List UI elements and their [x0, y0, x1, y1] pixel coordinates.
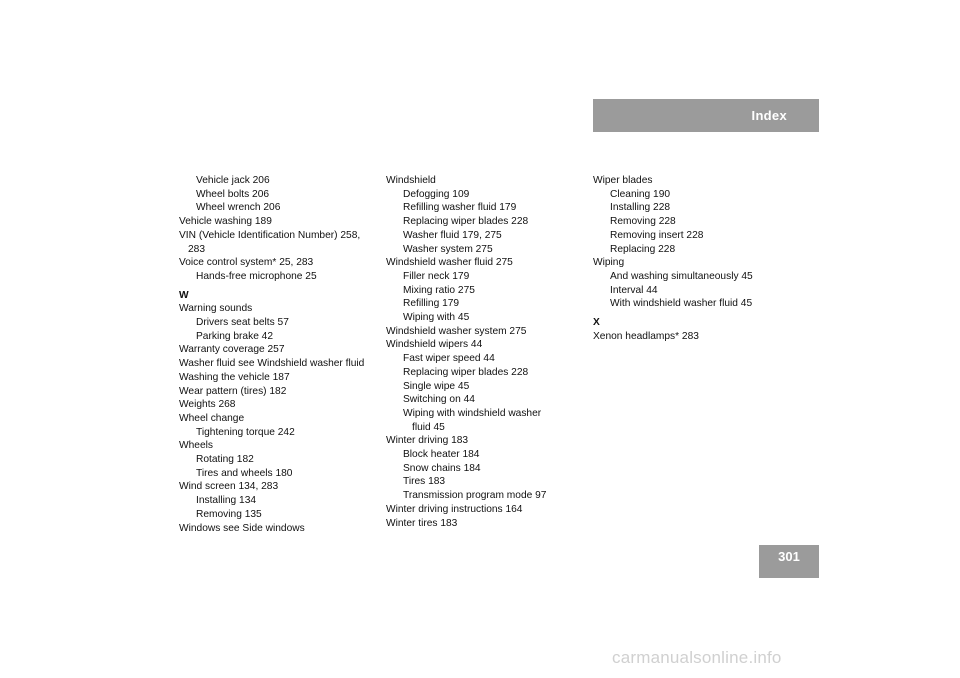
index-subentry: Parking brake 42 — [196, 330, 274, 342]
index-subentry: Interval 44 — [610, 284, 658, 296]
index-subentry: Wiping with 45 — [403, 312, 470, 324]
page-number: 301 — [778, 549, 800, 564]
index-subentry: Hands-free microphone 25 — [196, 270, 317, 282]
index-entry: Windows see Side windows — [179, 522, 305, 534]
index-entry: Vehicle washing 189 — [179, 216, 272, 228]
index-entry: Winter driving instructions 164 — [386, 503, 523, 515]
index-entry: Warranty coverage 257 — [179, 344, 285, 356]
index-subentry: Drivers seat belts 57 — [196, 317, 289, 329]
index-subentry: Tires and wheels 180 — [196, 467, 293, 479]
index-entry: Voice control system* 25, 283 — [179, 257, 314, 269]
index-subentry: Wiping with windshield washer — [403, 407, 542, 419]
index-entry: Xenon headlamps* 283 — [593, 330, 699, 342]
index-subentry: Rotating 182 — [196, 454, 254, 466]
watermark: carmanualsonline.info — [612, 648, 782, 667]
index-subentry: Wheel wrench 206 — [196, 202, 281, 214]
page-number-tab — [759, 545, 819, 578]
index-entry: Windshield wipers 44 — [386, 339, 483, 351]
index-subentry: Installing 134 — [196, 495, 257, 507]
index-entry: Wiper blades — [593, 175, 653, 186]
index-subentry: Filler neck 179 — [403, 270, 470, 282]
index-column-2 — [386, 174, 581, 530]
index-entry: Wind screen 134, 283 — [179, 481, 279, 493]
index-subentry: Washer fluid 179, 275 — [403, 229, 502, 241]
index-subentry: Tires 183 — [403, 476, 446, 488]
index-entry: Wear pattern (tires) 182 — [179, 385, 287, 397]
index-subentry: Wheel bolts 206 — [196, 188, 270, 200]
index-subentry: Block heater 184 — [403, 449, 480, 461]
index-subentry: fluid 45 — [412, 421, 445, 433]
index-entry: 283 — [188, 243, 205, 255]
index-column-1 — [179, 174, 379, 535]
index-entry: Wheel change — [179, 412, 245, 424]
index-subentry: Fast wiper speed 44 — [403, 353, 495, 365]
index-entry: Wheels — [179, 440, 213, 452]
index-entry: Wiping — [593, 257, 625, 269]
index-entry: Windshield washer system 275 — [386, 325, 527, 337]
index-subentry: Replacing wiper blades 228 — [403, 366, 529, 378]
index-entry: VIN (Vehicle Identification Number) 258, — [179, 229, 361, 241]
index-subentry: And washing simultaneously 45 — [610, 270, 753, 282]
index-subentry: Refilling 179 — [403, 298, 460, 310]
index-subentry: Washer system 275 — [403, 243, 493, 255]
index-subentry: Switching on 44 — [403, 394, 475, 406]
index-subentry: Tightening torque 242 — [196, 426, 295, 438]
index-subentry: Transmission program mode 97 — [403, 490, 547, 502]
index-subentry: Removing 135 — [196, 508, 262, 520]
index-entry: Windshield washer fluid 275 — [386, 257, 513, 269]
index-column-3 — [593, 174, 793, 343]
index-entry: Washer fluid see Windshield washer fluid — [179, 358, 365, 370]
index-subentry: Defogging 109 — [403, 188, 470, 200]
index-subentry: Refilling washer fluid 179 — [403, 202, 517, 214]
section-title: Index — [751, 108, 787, 123]
index-entry: Windshield — [386, 175, 436, 186]
index-subentry: Replacing wiper blades 228 — [403, 216, 529, 228]
index-entry: Warning sounds — [179, 303, 253, 315]
index-letter-heading: X — [593, 317, 600, 329]
index-subentry: Vehicle jack 206 — [196, 175, 270, 186]
index-entry: Washing the vehicle 187 — [179, 371, 290, 383]
index-entry: Weights 268 — [179, 399, 236, 411]
index-subentry: Single wipe 45 — [403, 380, 470, 392]
index-letter-heading: W — [179, 289, 189, 301]
index-subentry: With windshield washer fluid 45 — [610, 298, 753, 310]
section-header-tab — [593, 99, 819, 132]
index-subentry: Removing insert 228 — [610, 229, 704, 241]
index-entry: Winter driving 183 — [386, 435, 469, 447]
index-subentry: Snow chains 184 — [403, 462, 481, 474]
index-subentry: Cleaning 190 — [610, 188, 671, 200]
index-subentry: Installing 228 — [610, 202, 671, 214]
index-entry: Winter tires 183 — [386, 517, 458, 529]
index-subentry: Replacing 228 — [610, 243, 676, 255]
index-subentry: Mixing ratio 275 — [403, 284, 475, 296]
index-subentry: Removing 228 — [610, 216, 676, 228]
